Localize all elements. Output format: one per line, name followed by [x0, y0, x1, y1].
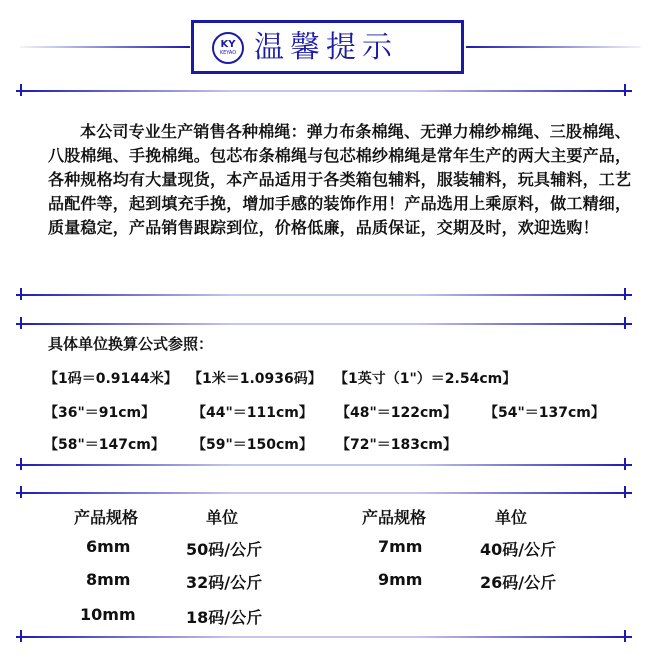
- divider-tick: [624, 630, 626, 642]
- divider-bottom-1: [16, 294, 632, 296]
- conversion-item: 【59"＝150cm】: [192, 437, 313, 453]
- divider-tick: [20, 84, 22, 96]
- conversion-item: 【1英寸（1"）＝2.54cm】: [334, 371, 517, 387]
- conversion-item: 【58"＝147cm】: [44, 437, 165, 453]
- conversion-item: 【48"＝122cm】: [336, 405, 457, 421]
- unit-value: 18码/公斤: [186, 608, 263, 627]
- spec-value: 7mm: [378, 537, 423, 556]
- divider-tick: [20, 630, 22, 642]
- header-line-right: [466, 46, 641, 48]
- divider-tick: [20, 317, 22, 329]
- divider-tick: [624, 84, 626, 96]
- conversion-item: 【36"＝91cm】: [44, 405, 156, 421]
- unit-header-left: 单位: [206, 508, 239, 527]
- logo-mark: KY: [220, 39, 236, 50]
- divider-top-2: [16, 323, 632, 325]
- conversion-item: 【72"＝183cm】: [336, 437, 457, 453]
- conversion-item: 【44"＝111cm】: [192, 405, 313, 421]
- divider-tick: [20, 486, 22, 498]
- spec-header-right: 产品规格: [362, 508, 427, 527]
- intro-paragraph: 本公司专业生产销售各种棉绳：弹力布条棉绳、无弹力棉纱棉绳、三股棉绳、八股棉绳、手挽棉绳。包芯布条棉绳与包芯棉纱棉绳是常年生产的两大主要产品，各种规格均有大量现货，本产品适用于各类箱包辅料，服装辅料，玩具辅料，工艺品配件等，起到填充手挽，增加手感的装饰作用！产品选用上乘原料，做工精细，质量稳定，产品销售跟踪到位，价格低廉，品质保证，交期及时，欢迎选购！: [48, 122, 632, 237]
- unit-value: 50码/公斤: [186, 540, 263, 559]
- conversion-title: 具体单位换算公式参照：: [48, 335, 214, 353]
- spec-header-left: 产品规格: [74, 508, 139, 527]
- page-title: 温馨提示: [254, 30, 398, 65]
- spec-value: 6mm: [86, 537, 131, 556]
- unit-value: 26码/公斤: [480, 573, 557, 592]
- divider-tick: [624, 458, 626, 470]
- divider-top-3: [16, 492, 632, 494]
- divider-tick: [624, 317, 626, 329]
- keyao-logo-icon: [212, 32, 244, 64]
- divider-tick: [20, 458, 22, 470]
- spec-value: 10mm: [80, 605, 136, 624]
- spec-value: 8mm: [86, 570, 131, 589]
- conversion-item: 【54"＝137cm】: [484, 405, 605, 421]
- unit-value: 40码/公斤: [480, 540, 557, 559]
- conversion-item: 【1码＝0.9144米】: [44, 371, 178, 387]
- divider-tick: [20, 288, 22, 300]
- divider-tick: [624, 486, 626, 498]
- header-line-left: [20, 46, 190, 48]
- divider-bottom-3: [16, 636, 632, 638]
- divider-top-1: [16, 90, 632, 92]
- conversion-item: 【1米＝1.0936码】: [188, 371, 322, 387]
- spec-value: 9mm: [378, 570, 423, 589]
- logo-sub: KEYAO: [219, 50, 237, 56]
- divider-tick: [624, 288, 626, 300]
- unit-value: 32码/公斤: [186, 573, 263, 592]
- divider-bottom-2: [16, 464, 632, 466]
- unit-header-right: 单位: [495, 508, 528, 527]
